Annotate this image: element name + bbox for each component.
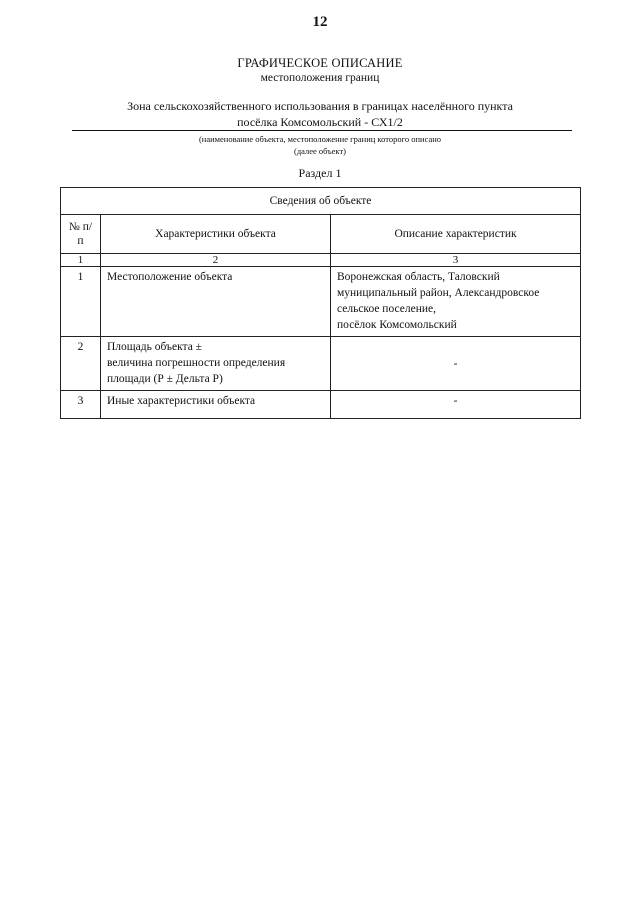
column-header-number-text <box>67 220 94 248</box>
table-row <box>61 337 581 391</box>
column-header-number-label: № п/п <box>68 221 93 247</box>
row-description <box>331 337 581 391</box>
column-numbers-row <box>61 254 581 267</box>
row-number: 2 <box>61 337 101 391</box>
row-description-line: Воронежская область, Таловский <box>337 271 500 283</box>
column-header-characteristic: Характеристики объекта <box>101 215 331 254</box>
object-name-line-2: посёлка Комсомольский - СХ1/2 <box>237 115 403 129</box>
row-characteristic-line: площади (Р ± Дельта Р) <box>107 373 223 385</box>
underline-rule <box>72 130 572 131</box>
column-header-description: Описание характеристик <box>331 215 581 254</box>
table-title-row <box>61 188 581 215</box>
row-characteristic <box>101 337 331 391</box>
row-characteristic <box>101 391 331 419</box>
row-description-line: муниципальный район, Александровское <box>337 287 540 299</box>
column-number-1: 1 <box>61 254 101 267</box>
object-name-line-1: Зона сельскохозяйственного использования в границах населённого пункта <box>127 99 513 113</box>
page-number: 12 <box>312 14 328 30</box>
object-info-table <box>60 187 581 419</box>
row-description <box>331 391 581 419</box>
object-caption-line-1: (наименование объекта, местоположение границ которого описано <box>198 134 442 144</box>
row-description-line: сельское поселение, <box>337 303 436 315</box>
object-caption-line-2: (далее объект) <box>293 146 346 156</box>
row-characteristic-line: Иные характеристики объекта <box>107 395 256 407</box>
row-characteristic-line: Площадь объекта ± <box>107 341 202 353</box>
row-description-line: - <box>453 395 458 407</box>
row-characteristic <box>101 267 331 337</box>
section-title: Раздел 1 <box>298 166 342 180</box>
table-row <box>61 267 581 337</box>
column-number-3: 3 <box>331 254 581 267</box>
document-title: ГРАФИЧЕСКОЕ ОПИСАНИЕ <box>237 56 403 70</box>
table-header-row <box>61 215 581 254</box>
row-characteristic-line: величина погрешности определения <box>107 357 286 369</box>
column-number-2: 2 <box>101 254 331 267</box>
row-number: 3 <box>61 391 101 419</box>
row-description-line: - <box>453 357 458 370</box>
column-header-number <box>61 215 101 254</box>
row-characteristic-line: Местоположение объекта <box>107 271 233 283</box>
table-title: Сведения об объекте <box>61 188 581 215</box>
table-row <box>61 391 581 419</box>
document-subtitle: местоположения границ <box>260 72 380 84</box>
row-description <box>331 267 581 337</box>
row-number: 1 <box>61 267 101 337</box>
row-description-line: посёлок Комсомольский <box>337 319 457 331</box>
